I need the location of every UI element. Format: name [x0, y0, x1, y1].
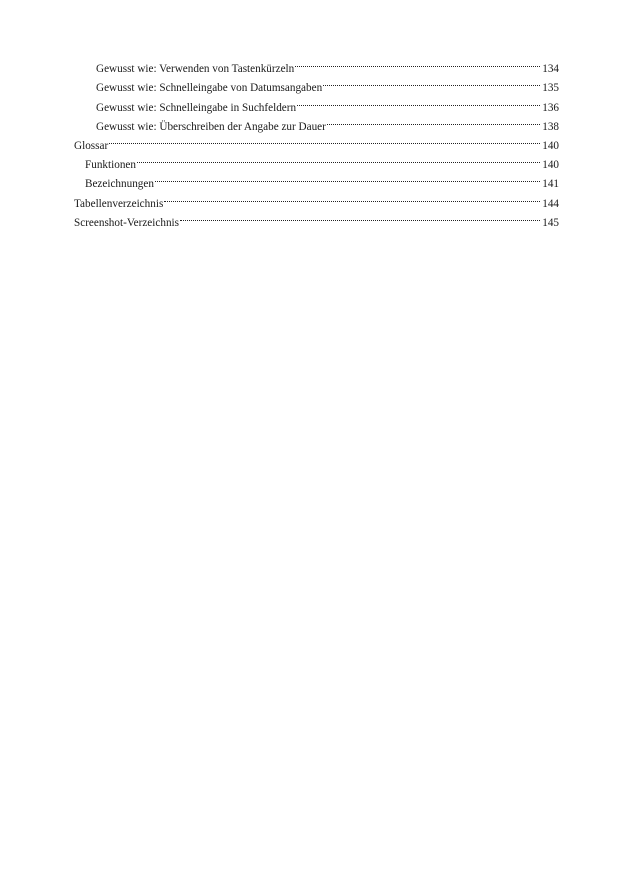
toc-dot-leader	[109, 130, 540, 149]
toc-entry-title: Gewusst wie: Schnelleingabe von Datumsangaben	[96, 82, 323, 95]
toc-dot-leader	[327, 111, 540, 130]
toc-page-number: 140	[542, 159, 559, 172]
toc-dot-leader	[295, 53, 540, 72]
toc-dot-leader	[323, 72, 540, 91]
toc-page-number: 141	[542, 178, 559, 191]
toc-dot-leader	[155, 168, 540, 187]
toc-page-number: 135	[542, 82, 559, 95]
toc-entry-title: Funktionen	[85, 159, 136, 172]
toc-entry[interactable]	[74, 168, 559, 191]
toc-entry-title: Tabellenverzeichnis	[74, 197, 164, 210]
toc-dot-leader	[137, 149, 540, 168]
toc-page-number: 145	[542, 216, 559, 229]
toc-entry-title: Bezeichnungen	[85, 178, 154, 191]
toc-entry[interactable]	[74, 53, 559, 76]
toc-page-number: 138	[542, 120, 559, 133]
toc-entry-title: Screenshot-Verzeichnis	[74, 216, 179, 229]
toc-dot-leader	[164, 187, 540, 206]
toc-page-number: 136	[542, 101, 559, 114]
toc-entry-title: Gewusst wie: Schnelleingabe in Suchfeldern	[96, 101, 297, 114]
toc-dot-leader	[297, 91, 540, 110]
toc-entry[interactable]	[74, 149, 559, 172]
toc-page-number: 140	[542, 139, 559, 152]
toc-page-number: 134	[542, 63, 559, 76]
toc-entry[interactable]	[74, 130, 559, 152]
toc-entry-title: Gewusst wie: Überschreiben der Angabe zur Dauer	[96, 120, 326, 133]
toc-entry-title: Gewusst wie: Verwenden von Tastenkürzeln	[96, 63, 295, 76]
toc-page-number: 144	[542, 197, 559, 210]
toc-entry-title: Glossar	[74, 139, 109, 152]
toc-dot-leader	[180, 207, 540, 226]
table-of-contents	[74, 53, 559, 229]
